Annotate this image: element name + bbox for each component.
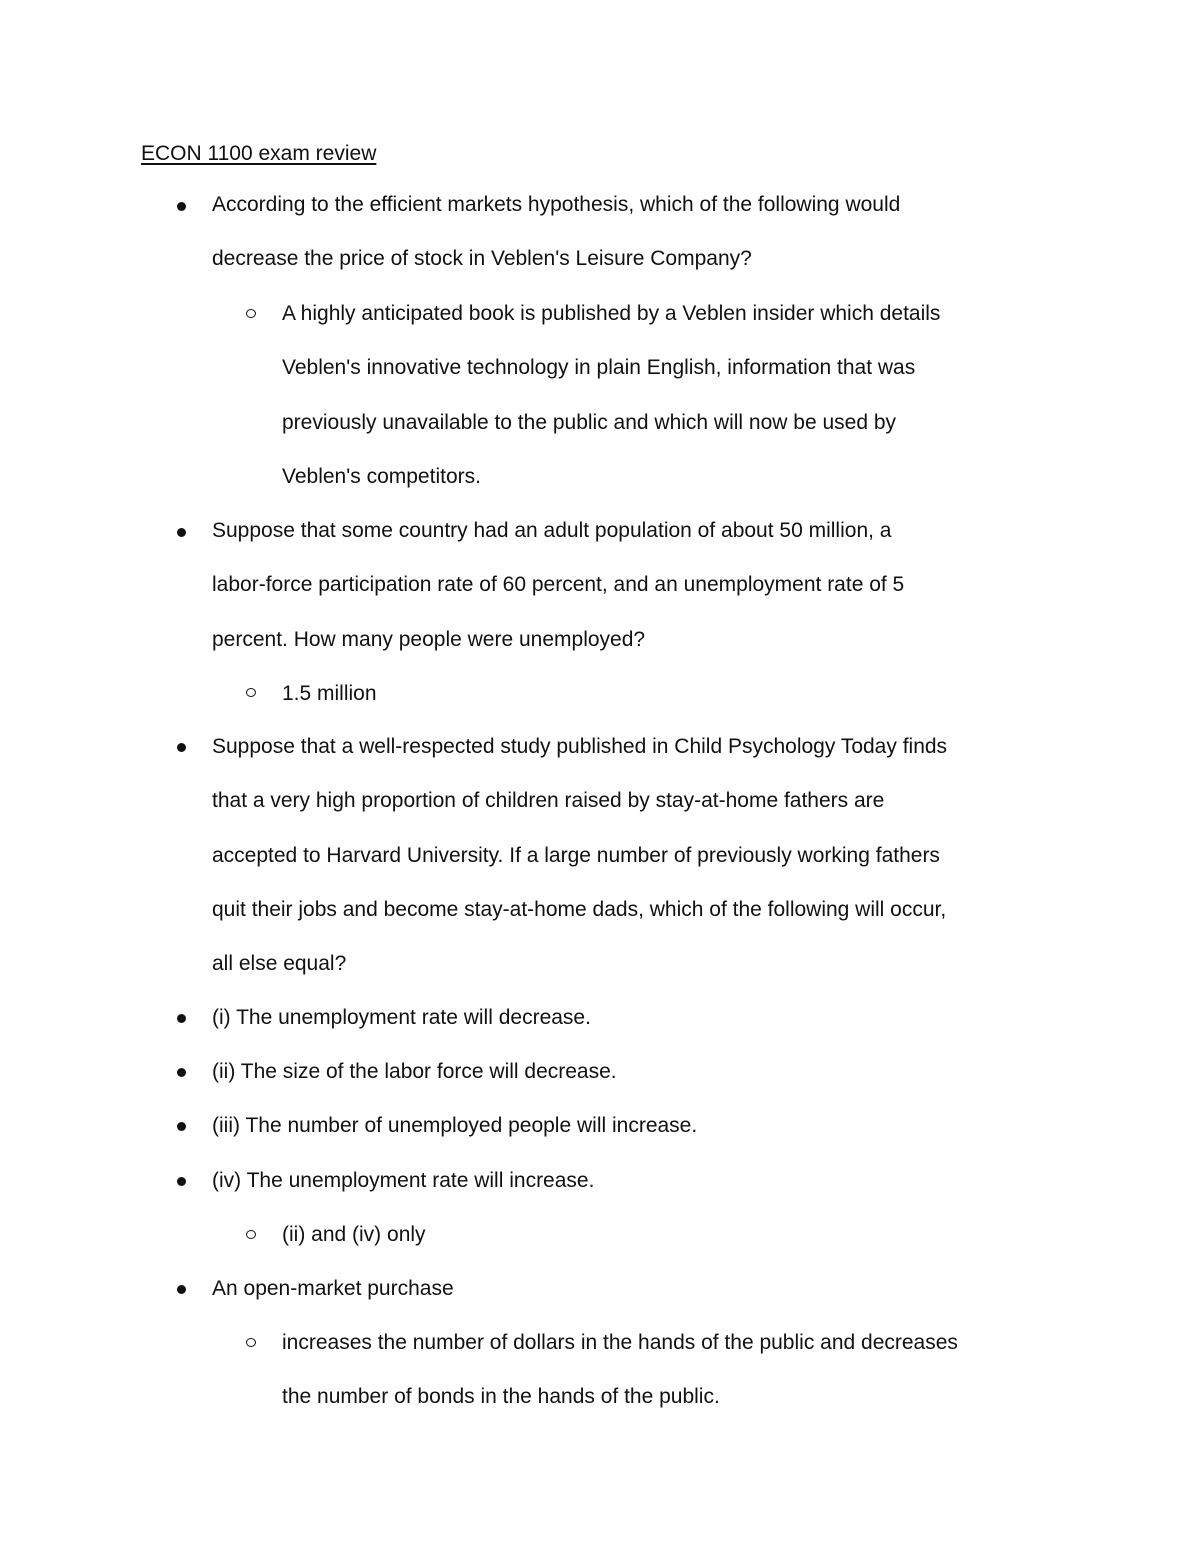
question-item <box>212 504 904 667</box>
item-line: labor-force participation rate of 60 percent, and an unemployment rate of 5 <box>212 573 905 597</box>
bullet-disc <box>177 1068 186 1077</box>
option-item <box>212 1099 697 1153</box>
bullet-disc <box>177 1122 186 1131</box>
option-item <box>212 1154 594 1208</box>
bullet-circle <box>246 1230 256 1239</box>
bullet-disc <box>177 743 186 752</box>
item-line: Suppose that a well-respected study published in Child Psychology Today finds <box>212 735 948 758</box>
item-line: all else equal? <box>212 952 347 976</box>
answer-item <box>282 287 940 504</box>
question-item <box>212 720 947 991</box>
bullet-disc <box>177 1177 186 1186</box>
question-item <box>212 178 900 287</box>
item-line: According to the efficient markets hypothesis, which of the following would <box>212 193 901 216</box>
option-item <box>212 991 591 1045</box>
answer-item <box>282 1316 958 1425</box>
item-line: that a very high proportion of children raised by stay-at-home fathers are <box>212 789 885 813</box>
item-line: (ii) The size of the labor force will decrease. <box>212 1060 617 1083</box>
answer-item <box>282 1208 426 1262</box>
item-line: (i) The unemployment rate will decrease. <box>212 1006 591 1029</box>
bullet-circle <box>246 309 256 318</box>
item-line: the number of bonds in the hands of the public. <box>282 1385 720 1409</box>
question-item <box>212 1262 454 1316</box>
answer-item <box>282 667 377 721</box>
item-line: A highly anticipated book is published by a Veblen insider which details <box>282 302 941 325</box>
document-title: ECON 1100 exam review <box>141 142 377 165</box>
bullet-disc <box>177 202 186 211</box>
item-line: decrease the price of stock in Veblen's Leisure Company? <box>212 247 752 271</box>
item-line: Suppose that some country had an adult population of about 50 million, a <box>212 519 892 542</box>
item-line: (iii) The number of unemployed people will increase. <box>212 1114 698 1137</box>
item-line: (ii) and (iv) only <box>282 1223 426 1246</box>
bullet-disc <box>177 1285 186 1294</box>
item-line: accepted to Harvard University. If a large number of previously working fathers <box>212 843 940 867</box>
item-line: percent. How many people were unemployed? <box>212 627 646 651</box>
bullet-disc <box>177 1014 186 1023</box>
item-line: Veblen's innovative technology in plain English, information that was <box>282 356 916 380</box>
item-line: An open-market purchase <box>212 1277 454 1300</box>
item-line: quit their jobs and become stay-at-home dads, which of the following will occur, <box>212 897 947 921</box>
bullet-circle <box>246 1338 256 1347</box>
bullet-circle <box>246 688 256 697</box>
item-line: 1.5 million <box>282 682 377 705</box>
item-line: Veblen's competitors. <box>282 464 481 488</box>
option-item <box>212 1045 617 1099</box>
item-line: increases the number of dollars in the hands of the public and decreases <box>282 1331 958 1354</box>
bullet-disc <box>177 528 186 537</box>
item-line: (iv) The unemployment rate will increase. <box>212 1169 595 1192</box>
item-line: previously unavailable to the public and which will now be used by <box>282 410 897 434</box>
